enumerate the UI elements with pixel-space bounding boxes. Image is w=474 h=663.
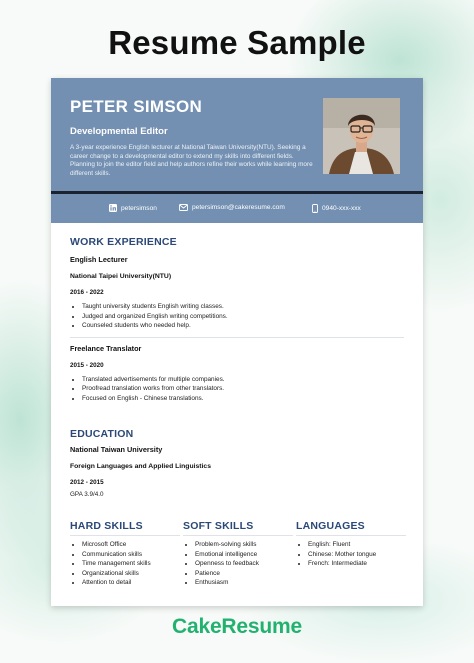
email-icon [179, 204, 188, 211]
resume-body [70, 236, 404, 498]
education-school: National Taiwan University [70, 444, 163, 454]
list-item: • Patience [195, 569, 293, 579]
resume-header [51, 78, 423, 191]
list-item: • Taught university students English writing classes. [82, 302, 404, 312]
job-bullets [70, 375, 404, 404]
education-dates: 2012 - 2015 [70, 478, 104, 486]
section-divider [296, 535, 406, 536]
section-divider [183, 535, 293, 536]
list-item: • Chinese: Mother tongue [308, 550, 406, 560]
education-gpa: GPA 3.9/4.0 [70, 490, 104, 498]
languages-title: LANGUAGES [296, 520, 365, 532]
section-divider [70, 535, 180, 536]
soft-skills-list [183, 540, 293, 588]
list-item: • Microsoft Office [82, 540, 180, 550]
job-org: National Taipei University(NTU) [70, 273, 172, 280]
brand-logo[interactable]: CakeResume [172, 615, 302, 638]
contact-phone[interactable] [312, 204, 361, 213]
education-section-title: EDUCATION [70, 427, 134, 440]
contact-email-text: petersimson@cakeresume.com [192, 204, 285, 211]
job-title: Freelance Translator [70, 343, 142, 353]
phone-icon [312, 204, 318, 213]
list-item: • French: Intermediate [308, 559, 406, 569]
resume-sheet [51, 78, 423, 606]
hard-skills-column [70, 520, 180, 588]
list-item: • Problem-solving skills [195, 540, 293, 550]
linkedin-icon [109, 204, 117, 212]
hard-skills-list [70, 540, 180, 588]
candidate-summary: A 3-year experience English lecturer at National Taiwan University(NTU). Seeking a career change to a developmental editor to extend my skills into different fields. Planning to join the editor field and help authors refine their works while learning more different skills. [70, 144, 313, 177]
candidate-role: Developmental Editor [70, 126, 168, 137]
profile-photo [323, 98, 400, 174]
job-dates: 2016 - 2022 [70, 289, 104, 296]
list-item: • Proofread translation works from other translators. [82, 384, 404, 394]
page-title: Resume Sample [108, 24, 366, 61]
list-item: • Enthusiasm [195, 578, 293, 588]
list-item: • Counseled students who needed help. [82, 321, 404, 331]
contact-linkedin[interactable] [109, 204, 157, 212]
languages-column [296, 520, 406, 569]
list-item: • Openness to feedback [195, 559, 293, 569]
candidate-name: PETER SIMSON [70, 97, 203, 116]
list-item: • Focused on English - Chinese translations. [82, 394, 404, 404]
list-item: • Translated advertisements for multiple companies. [82, 375, 404, 385]
contact-phone-text: 0940-xxx-xxx [322, 205, 361, 212]
job-bullets [70, 302, 404, 331]
list-item: • Attention to detail [82, 578, 180, 588]
job-dates: 2015 - 2020 [70, 361, 104, 369]
education-major: Foreign Languages and Applied Linguistics [70, 462, 211, 470]
list-item: • Communication skills [82, 550, 180, 560]
list-item: • Organizational skills [82, 569, 180, 579]
work-section-title: WORK EXPERIENCE [70, 236, 177, 248]
contact-bar [51, 194, 423, 223]
list-item: • Judged and organized English writing competitions. [82, 312, 404, 322]
list-item: • English: Fluent [308, 540, 406, 550]
soft-skills-column [183, 520, 293, 588]
job-title: English Lecturer [70, 255, 128, 264]
list-item: • Time management skills [82, 559, 180, 569]
profile-photo-illustration [323, 98, 400, 174]
contact-linkedin-text: petersimson [121, 204, 157, 212]
languages-list [296, 540, 406, 569]
contact-email[interactable] [179, 204, 285, 211]
hard-skills-title: HARD SKILLS [70, 520, 143, 532]
soft-skills-title: SOFT SKILLS [183, 520, 254, 532]
list-item: • Emotional intelligence [195, 550, 293, 560]
